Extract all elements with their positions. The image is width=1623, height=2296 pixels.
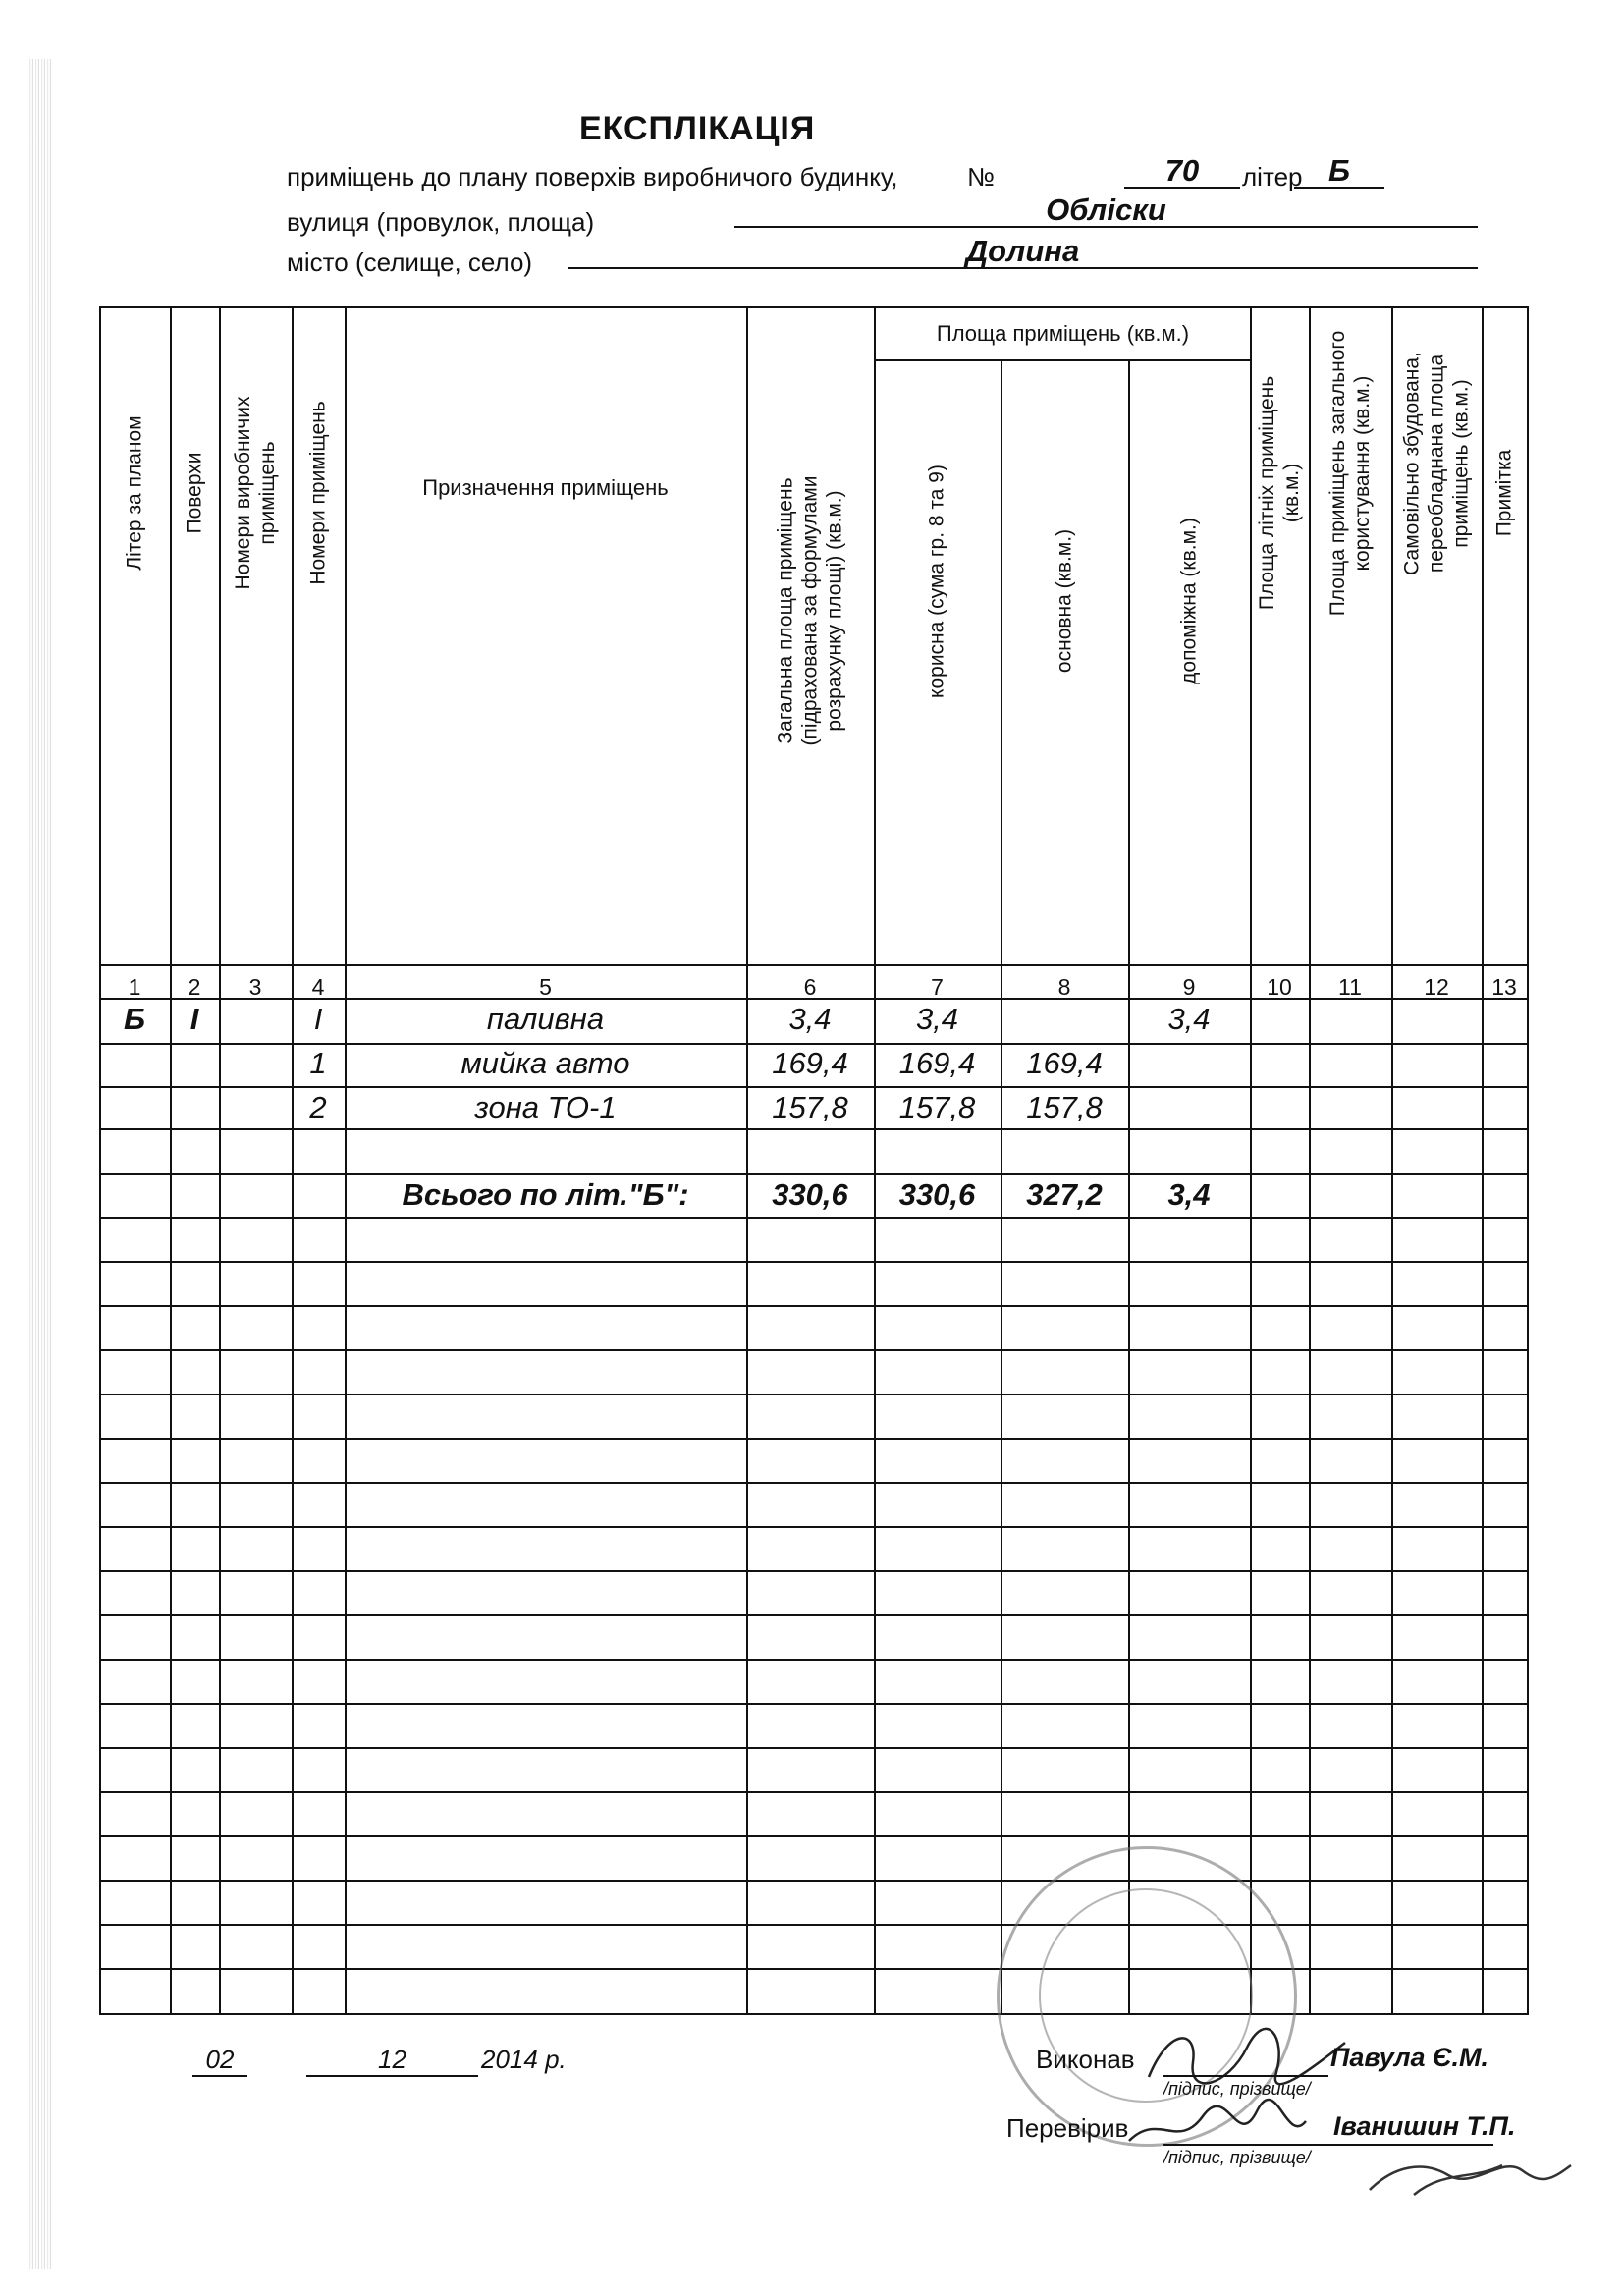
col-number: 7 [931,974,944,1000]
col-number: 1 [128,974,141,1000]
date-year: 2014 р. [481,2045,567,2074]
total-aux: 3,4 [1167,1177,1211,1212]
row3-purpose: зона ТО-1 [474,1090,617,1124]
col-number: 8 [1057,974,1071,1000]
header-common: Площа приміщень загального користування (кв.м.) [1326,330,1374,617]
explication-table [99,306,1529,2015]
header-note: Примітка [1492,449,1516,537]
col-number: 12 [1424,974,1449,1000]
header-aux: допоміжна (кв.м.) [1177,518,1201,684]
header-main: основна (кв.м.) [1053,528,1076,674]
col-number: 3 [248,974,262,1000]
row3-room: 2 [309,1090,327,1124]
row1-useful: 3,4 [915,1002,959,1036]
approval-signature [1355,2136,1581,2214]
row1-total: 3,4 [788,1002,832,1036]
col-number: 11 [1338,974,1362,1000]
row2-total: 169,4 [772,1046,848,1080]
executor-name: Павула Є.М. [1330,2043,1488,2072]
row2-useful: 169,4 [898,1046,976,1080]
row1-room: I [313,1002,323,1036]
document-title: ЕКСПЛІКАЦІЯ [579,110,816,147]
row1-floor: I [189,1002,199,1036]
scan-edge-artifact [29,59,53,2269]
line-plan-label: приміщень до плану поверхів виробничого будинку, [287,162,898,191]
checked-label: Перевірив [1006,2113,1129,2143]
header-summer: Площа літніх приміщень (кв.м.) [1256,375,1303,611]
executor-sign-line [1163,2075,1328,2077]
city-label: місто (селище, село) [287,247,533,277]
street-value: Облiски [734,192,1478,228]
header-total-area: Загальна площа приміщень (підрахована за формулами розрахунку площі) (кв.м.) [774,475,846,746]
number-sign: № [967,162,995,191]
row3-useful: 157,8 [898,1090,976,1124]
col-number: 10 [1267,974,1292,1000]
total-area: 330,6 [772,1177,848,1212]
col-number: 13 [1491,974,1517,1000]
row3-main: 157,8 [1026,1090,1103,1124]
col-number: 4 [311,974,325,1000]
header-purpose: Призначення приміщень [422,475,669,500]
header-unauthorized: Самовільно збудована, переобладнана площа приміщень (кв.м.) [1400,352,1473,575]
header-room-numbers: Номери приміщень [306,401,330,585]
col-number: 9 [1182,974,1196,1000]
row1-purpose: паливна [486,1002,605,1036]
liter-label: літер [1242,162,1303,191]
building-liter: Б [1294,153,1384,189]
city-value: Долина [568,234,1478,269]
checker-name: Іванишин Т.П. [1333,2111,1516,2141]
executed-label: Виконав [1036,2045,1135,2074]
date-month: 12 [306,2045,478,2077]
row1-aux: 3,4 [1167,1002,1211,1036]
col-number: 6 [803,974,817,1000]
row3-total: 157,8 [772,1090,848,1124]
col-number: 5 [539,974,552,1000]
total-label: Всього по літ."Б": [402,1177,689,1212]
row2-room: 1 [309,1046,327,1080]
total-main: 327,2 [1026,1177,1103,1212]
street-label: вулиця (провулок, площа) [287,207,595,237]
date-day: 02 [192,2045,247,2077]
row1-liter: Б [124,1002,145,1036]
header-floors: Поверхи [183,452,206,534]
checker-sign-hint: /підпис, прізвище/ [1163,2148,1311,2167]
header-liter: Літер за планом [123,415,146,571]
total-useful: 330,6 [898,1177,976,1212]
header-area-group: Площа приміщень (кв.м.) [936,321,1190,346]
row2-main: 169,4 [1026,1046,1103,1080]
building-number: 70 [1124,153,1240,189]
header-prod-rooms: Номери виробничих приміщень [232,396,279,590]
executor-sign-hint: /підпис, прізвище/ [1163,2079,1311,2099]
row2-purpose: мийка авто [460,1046,630,1080]
header-useful: корисна (сума гр. 8 та 9) [925,465,948,698]
col-number: 2 [188,974,201,1000]
